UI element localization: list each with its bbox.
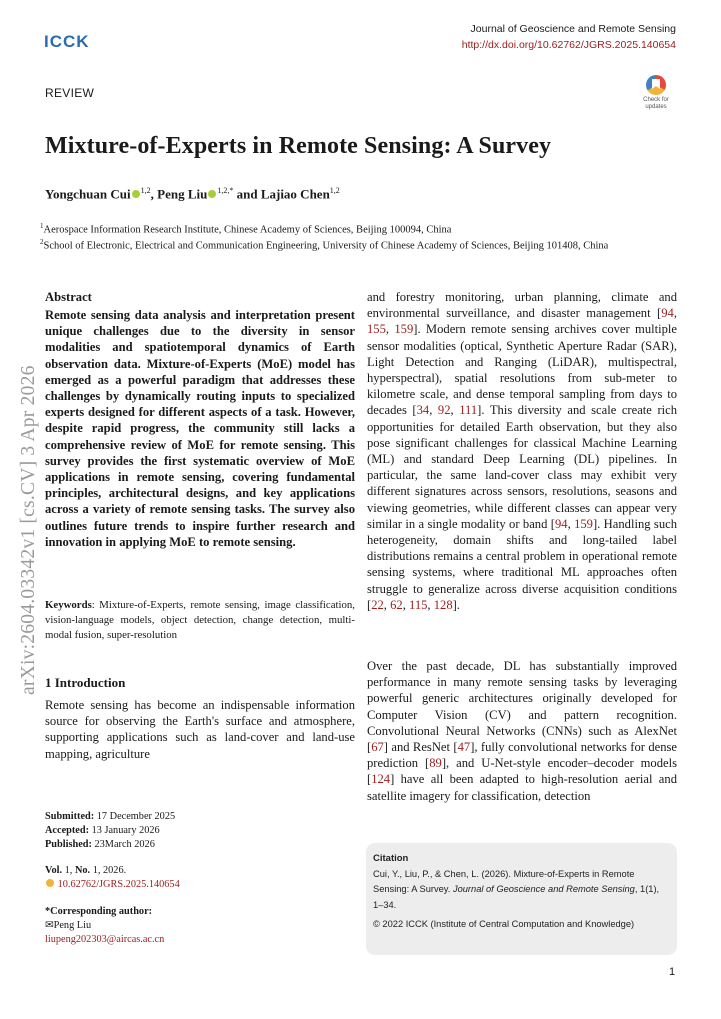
copyright-text: © 2022 ICCK (Institute of Central Computation and Knowledge) — [373, 919, 635, 929]
keywords — [45, 598, 355, 644]
citation-link[interactable]: 124 — [371, 772, 391, 787]
affiliation-2: $^2$School of Electronic, Electrical and Communication Engineering, University of Chinese Academy of Sciences, Beijing 101408, China — [40, 238, 609, 252]
citation-link[interactable]: 159 — [574, 516, 593, 531]
orcid-icon[interactable] — [132, 190, 140, 198]
bookmark-icon — [646, 75, 666, 95]
body-paragraph-2: Over the past decade, DL has substantially improved performance in many remote sensing tasks by leveraging powerful generic architectures originally developed for Computer Vision (CV) and pattern recognition. Convolutional Neural Networks (CNNs) such as AlexNet [67] and ResNet [47], fully convolutional networks for dense prediction [89], and U-Net-style encoder–decoder models [124] have all been adapted to high-resolution aerial and satellite imagery for classification, detection — [367, 659, 678, 803]
citation-box — [366, 843, 677, 955]
author-name: Yongchuan Cui — [45, 186, 131, 202]
author-affil: 1,2 — [140, 186, 151, 195]
paper-title: Mixture-of-Experts in Remote Sensing: A Survey — [45, 133, 552, 159]
doi-link[interactable]: http://dx.doi.org/10.62762/JGRS.2025.140654 — [461, 39, 676, 51]
citation-link[interactable]: 47 — [457, 740, 471, 755]
journal-logo: ICCK — [44, 32, 90, 51]
page-number: 1 — [669, 966, 676, 978]
citation-heading: Citation — [373, 853, 409, 864]
author-affil: 1,2 — [329, 186, 340, 195]
corresponding-block: *Corresponding author: ✉Peng Liu liupeng202303@aircas.ac.cn — [45, 906, 165, 945]
dates-block: Submitted: 17 December 2025 Accepted: 13 January 2026 Published: 23March 2026 — [45, 811, 176, 850]
affiliation-1: $^1$Aerospace Information Research Institute, Chinese Academy of Sciences, Beijing 100094, China — [40, 222, 452, 236]
check-updates-label: Check for updates — [643, 97, 669, 110]
volume-doi-link[interactable]: 10.62762/JGRS.2025.140654 — [57, 878, 180, 890]
citation-link[interactable]: 111 — [459, 403, 478, 418]
citation-link[interactable]: 155 — [367, 322, 386, 337]
citation-link[interactable]: 22 — [371, 597, 384, 612]
citation-link[interactable]: 34 — [416, 403, 430, 418]
citation-text: Cui, Y., Liu, P., & Chen, L. (2026). Mixture-of-Experts in Remote Sensing: A Survey. Journal of Geoscience and Remote Sensing, 1(1), 1–34. — [373, 868, 660, 910]
orcid-icon[interactable] — [208, 190, 216, 198]
author-name: Peng Liu — [157, 186, 208, 202]
journal-name: Journal of Geoscience and Remote Sensing — [470, 23, 676, 35]
email-link[interactable]: liupeng202303@aircas.ac.cn — [45, 933, 165, 945]
author-affil: 1,2,* — [217, 186, 234, 195]
body-paragraph-1: and forestry monitoring, urban planning, climate and environmental surveillance, and disaster management [94, 155, 159]. Modern remote sensing archives cover multiple sensor modalities (optical, Synthetic Aperture Radar (SAR), Light Detection and Ranging (LiDAR), multispectral, hyperspectral), spatial resolutions from sub-meter to kilometre scale, and dense temporal sampling from days to decades [34, 92, 111]. This diversity and scale create rich opportunities for detailed Earth observation, but they also pose significant challenges for classical Machine Learning (ML) and standard Deep Learning (DL) pipelines. In particular, the same land-cover class may exhibit very different signatures across sensors, resolutions, seasons and viewing geometries, while different classes can appear very similar in a single modality or band [94, 159]. Handling such heterogeneity, domain shifts and long-tailed label distributions remains a central problem in operational remote sensing systems, where traditional ML approaches often struggle to generalize across diverse acquisition conditions [22, 62, 115, 128]. — [367, 290, 678, 612]
volume-block: Vol. 1, No. 1, 2026. 10.62762/JGRS.2025.140654 — [45, 865, 180, 890]
arxiv-stamp: arXiv:2604.03342v1 [cs.CV] 3 Apr 2026 — [18, 365, 39, 695]
citation-link[interactable]: 94 — [554, 516, 568, 531]
citation-link[interactable]: 92 — [437, 403, 451, 418]
citation-link[interactable]: 62 — [390, 597, 403, 612]
journal-header — [462, 21, 676, 53]
citation-link[interactable]: 94 — [661, 306, 674, 321]
citation-link[interactable]: 128 — [433, 597, 453, 612]
citation-link[interactable]: 89 — [429, 756, 442, 771]
citation-link[interactable]: 159 — [394, 322, 414, 337]
abstract-heading: Abstract — [45, 290, 92, 304]
intro-paragraph: Remote sensing has become an indispensable information source for observing the Earth's surface and atmosphere, supporting applications such as land-cover and land-use mapping, agriculture — [45, 698, 355, 761]
section-heading-introduction: 1 Introduction — [45, 675, 126, 690]
article-type: REVIEW — [45, 86, 95, 100]
doi-icon — [46, 879, 54, 887]
author-name: Lajiao Chen — [260, 186, 330, 202]
citation-link[interactable]: 115 — [408, 597, 428, 612]
check-updates-badge[interactable] — [634, 75, 678, 110]
citation-link[interactable]: 67 — [371, 740, 384, 755]
author-list: Yongchuan Cui $^{1,2}$, Peng Liu $^{1,2,*}$ and Lajiao Chen$^{1,2}$ — [45, 186, 340, 202]
abstract-text: Remote sensing data analysis and interpretation present unique challenges due to the diversity in sensor modalities and spatiotemporal dynamics of Earth observation data. Mixture-of-Experts (MoE) model has emerged as a powerful paradigm that addresses these challenges by dynamically routing inputs to specialized experts designed for different aspects of a task. However, despite rapid progress, the community still lacks a comprehensive review of MoE for remote sensing. This survey provides the first systematic overview of MoE applications in remote sensing, covering fundamental principles, architectural designs, and key applications across a variety of remote sensing tasks. The survey also outlines future trends to inspire further research and innovation in applying MoE to remote sensing. — [45, 308, 355, 549]
corresponding-name: ✉Peng Liu — [45, 919, 92, 931]
keywords-text: : Mixture-of-Experts, remote sensing, image classification, vision-language models, object detection, change detection, multi-modal fusion, super-resolution — [45, 599, 355, 642]
keywords-label: Keywords — [45, 599, 92, 611]
